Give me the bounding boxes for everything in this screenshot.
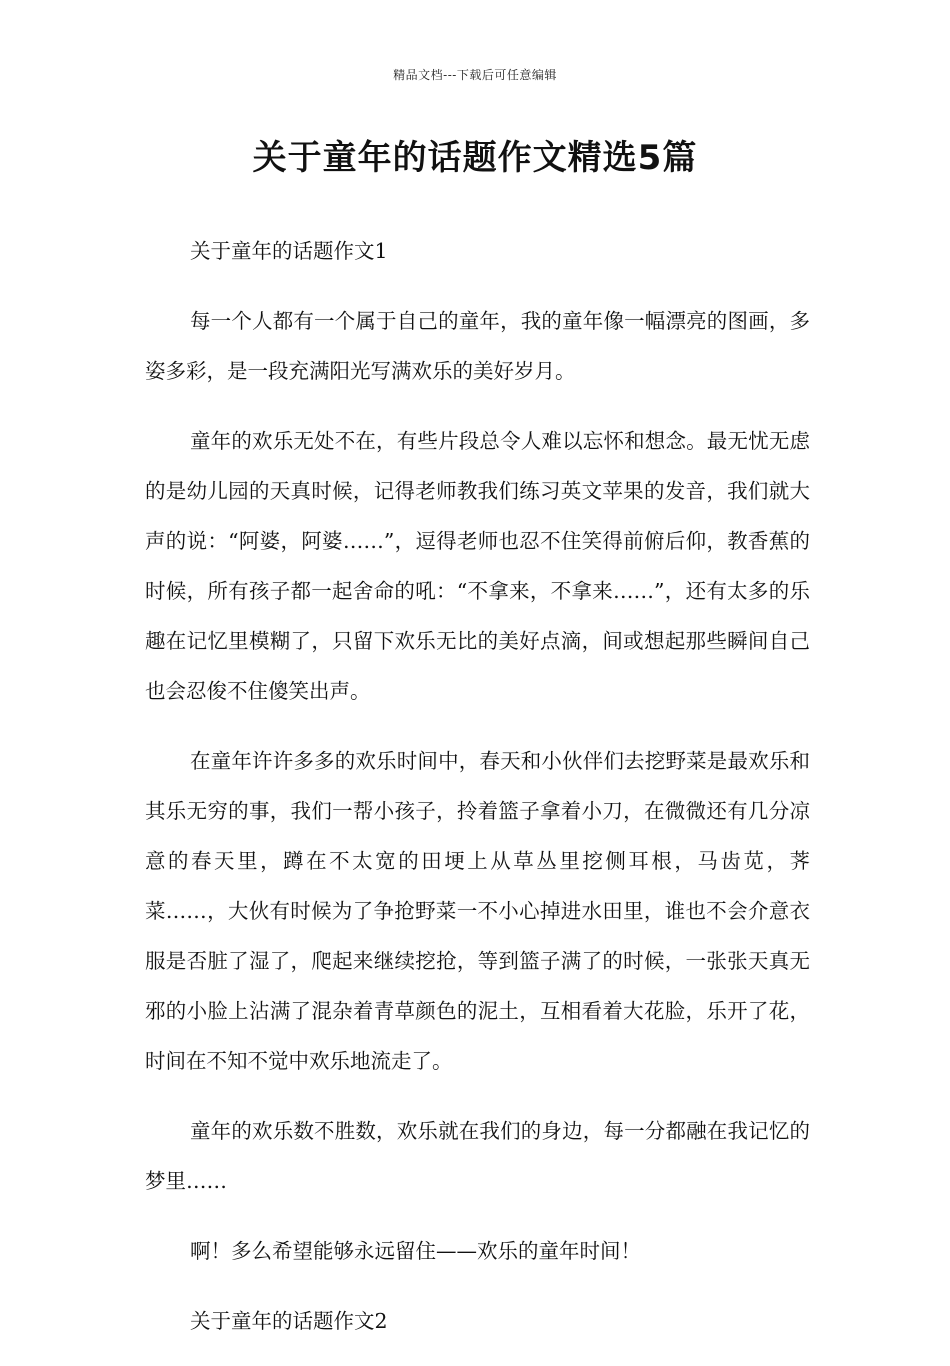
section-heading-2: 关于童年的话题作文2 — [190, 1309, 388, 1333]
paragraph-2: 童年的欢乐无处不在，有些片段总令人难以忘怀和想念。最无忧无虑的是幼儿园的天真时候，记得老师教我们练习英文苹果的发音，我们就大声的说：“阿婆，阿婆……”，逗得老师也忍不住笑得前俯后仰，教香蕉的时候，所有孩子都一起舍命的吼：“不拿来，不拿来……”，还有太多的乐趣在记忆里模糊了，只留下欢乐无比的美好点滴，间或想起那些瞬间自己也会忍俊不住傻笑出声。 — [145, 429, 810, 703]
paragraph-4: 童年的欢乐数不胜数，欢乐就在我们的身边，每一分都融在我记忆的梦里…… — [145, 1119, 810, 1193]
document-title: 关于童年的话题作文精选5篇 — [252, 138, 698, 178]
paragraph-3: 在童年许许多多的欢乐时间中，春天和小伙伴们去挖野菜是最欢乐和其乐无穷的事，我们一帮小孩子，拎着篮子拿着小刀，在微微还有几分凉意的春天里，蹲在不太宽的田埂上从草丛里挖侧耳根，马齿苋，荠菜……，大伙有时候为了争抢野菜一不小心掉进水田里，谁也不会介意衣服是否脏了湿了，爬起来继续挖抢，等到篮子满了的时候，一张张天真无邪的小脸上沾满了混杂着青草颜色的泥土，互相看着大花脸，乐开了花，时间在不知不觉中欢乐地流走了。 — [145, 749, 810, 1073]
paragraph-1: 每一个人都有一个属于自己的童年，我的童年像一幅漂亮的图画，多姿多彩，是一段充满阳光写满欢乐的美好岁月。 — [145, 309, 810, 383]
document-body — [145, 226, 810, 1366]
paragraph-5: 啊！多么希望能够永远留住——欢乐的童年时间！ — [190, 1239, 641, 1263]
header-note: 精品文档---下载后可任意编辑 — [393, 68, 557, 82]
section-heading-1: 关于童年的话题作文1 — [190, 239, 388, 263]
